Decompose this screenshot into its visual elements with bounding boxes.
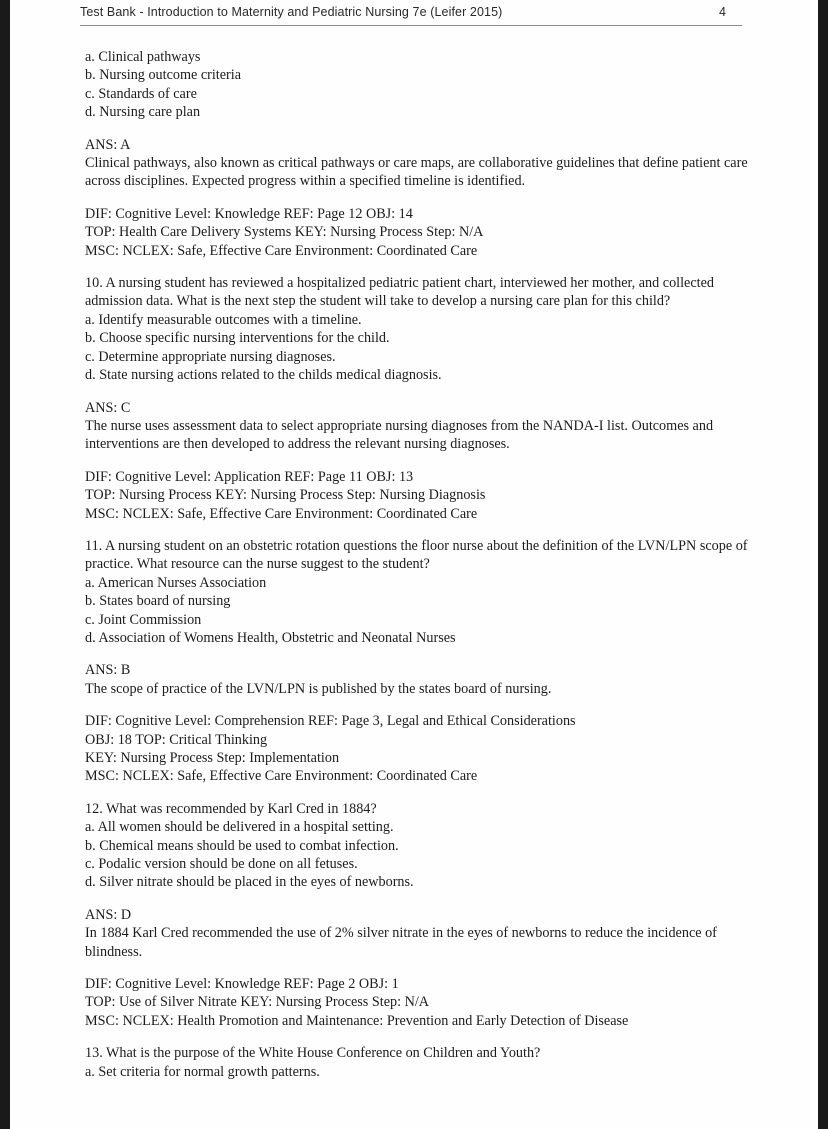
text-line: MSC: NCLEX: Safe, Effective Care Environment: Coordinated Care [85,242,478,259]
text-block [85,468,750,523]
text-line: b. States board of nursing [85,593,231,610]
text-line: Clinical pathways, also known as critical pathways or care maps, are collaborative guidelines that define patient care across disciplines. Expected progress within a specified timeline is identified. [85,155,752,190]
text-line: a. Clinical pathways [85,49,201,65]
text-line: a. All women should be delivered in a hospital setting. [85,819,394,836]
text-line: c. Standards of care [85,85,197,102]
text-block [85,712,750,786]
text-line: DIF: Cognitive Level: Comprehension REF: Page 3, Legal and Ethical Considerations [85,713,576,730]
text-line: ANS: A [85,136,131,153]
text-block [85,1044,750,1081]
text-line: DIF: Cognitive Level: Knowledge REF: Page 2 OBJ: 1 [85,976,399,993]
text-line: ANS: B [85,662,131,679]
text-block [85,906,750,961]
text-block [85,975,750,1030]
text-line: DIF: Cognitive Level: Knowledge REF: Page 12 OBJ: 14 [85,205,413,222]
text-line: b. Chemical means should be used to combat infection. [85,837,399,854]
text-line: d. Silver nitrate should be placed in the eyes of newborns. [85,874,414,891]
text-line: 11. A nursing student on an obstetric rotation questions the floor nurse about the definition of the LVN/LPN scope of practice. What resource can the nurse suggest to the student? [85,537,752,573]
text-line: 12. What was recommended by Karl Cred in 1884? [85,800,377,817]
text-line: MSC: NCLEX: Health Promotion and Maintenance: Prevention and Early Detection of Disease [85,1012,629,1029]
header-title: Test Bank - Introduction to Maternity and Pediatric Nursing 7e (Leifer 2015) [80,5,503,19]
running-header [80,5,742,26]
text-block [85,661,750,698]
text-line: TOP: Health Care Delivery Systems KEY: Nursing Process Step: N/A [85,224,484,241]
text-line: ANS: C [85,399,131,416]
text-line: KEY: Nursing Process Step: Implementation [85,750,340,766]
page-number: 4 [719,5,726,19]
text-line: 13. What is the purpose of the White House Conference on Children and Youth? [85,1045,541,1062]
text-line: MSC: NCLEX: Safe, Effective Care Environment: Coordinated Care [85,505,478,522]
text-line: a. Set criteria for normal growth patterns. [85,1063,320,1080]
text-block [85,399,750,454]
text-line: d. Association of Womens Health, Obstetric and Neonatal Nurses [85,629,456,646]
text-block [85,537,750,647]
text-line: c. Podalic version should be done on all fetuses. [85,856,358,873]
text-line: c. Joint Commission [85,611,202,628]
text-line: a. Identify measurable outcomes with a timeline. [85,311,362,328]
text-line: TOP: Nursing Process KEY: Nursing Process Step: Nursing Diagnosis [85,487,486,504]
text-line: MSC: NCLEX: Safe, Effective Care Environment: Coordinated Care [85,768,478,785]
text-line: DIF: Cognitive Level: Application REF: Page 11 OBJ: 13 [85,468,414,485]
text-line: 10. A nursing student has reviewed a hospitalized pediatric patient chart, interviewed her mother, and collected admission data. What is the next step the student will take to develop a nursing care plan for this child? [85,275,718,310]
text-block [85,48,750,122]
text-line: d. Nursing care plan [85,104,201,121]
text-block [85,274,750,384]
text-line: ANS: D [85,906,132,923]
text-block [85,136,750,191]
text-line: c. Determine appropriate nursing diagnoses. [85,348,336,365]
document-body [85,48,750,1081]
text-line: b. Nursing outcome criteria [85,67,242,84]
text-line: The scope of practice of the LVN/LPN is published by the states board of nursing. [85,680,552,697]
document-page-sheet [10,0,818,1129]
text-line: a. American Nurses Association [85,574,267,591]
text-line: In 1884 Karl Cred recommended the use of 2% silver nitrate in the eyes of newborns to reduce the incidence of blindness. [85,925,721,960]
text-line: OBJ: 18 TOP: Critical Thinking [85,731,268,748]
text-line: TOP: Use of Silver Nitrate KEY: Nursing Process Step: N/A [85,994,430,1011]
text-block [85,205,750,260]
text-line: The nurse uses assessment data to select appropriate nursing diagnoses from the NANDA-I list. Outcomes and interventions are then developed to address the relevant nursing diagnoses. [85,417,717,453]
text-line: d. State nursing actions related to the childs medical diagnosis. [85,367,442,384]
text-line: b. Choose specific nursing interventions for the child. [85,330,390,347]
text-block [85,800,750,892]
